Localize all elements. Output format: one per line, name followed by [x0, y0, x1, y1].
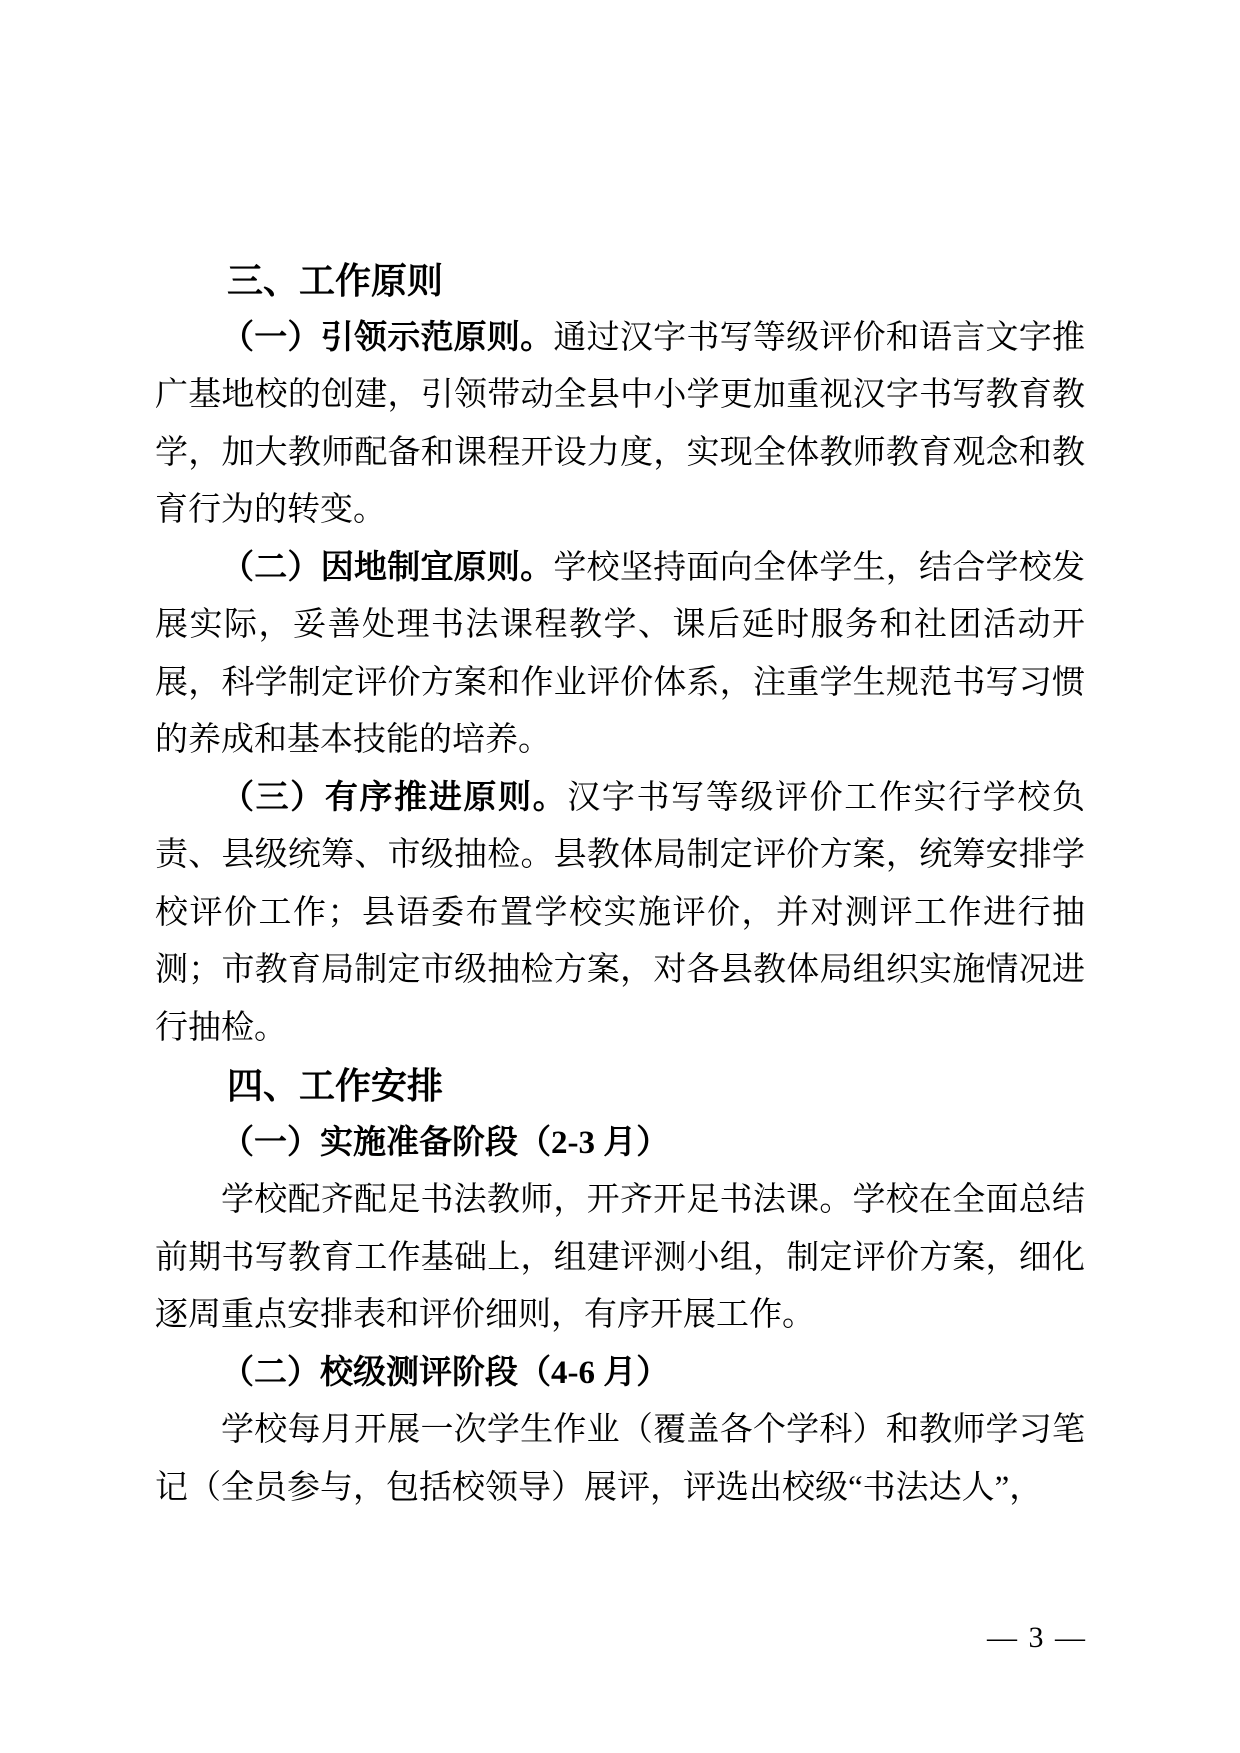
para-leading-demonstration-lead: （一）引领示范原则。: [221, 319, 554, 356]
para-preparation-stage: 学校配齐配足书法教师，开齐开足书法课。学校在全面总结前期书写教育工作基础上，组建评测小组，制定评价方案，细化逐周重点安排表和评价细则，有序开展工作。: [155, 1182, 1085, 1333]
para-leading-demonstration: [155, 310, 1085, 540]
para-local-conditions: [155, 540, 1085, 770]
para-orderly-advance-lead: （三）有序推进原则。: [221, 779, 568, 816]
para-school-evaluation-stage: 学校每月开展一次学生作业（覆盖各个学科）和教师学习笔记（全员参与，包括校领导）展评，评选出校级“书法达人”，: [155, 1412, 1085, 1506]
para-local-conditions-body: 学校坚持面向全体学生，结合学校发展实际，妥善处理书法课程教学、课后延时服务和社团活动开展，科学制定评价方案和作业评价体系，注重学生规范书写习惯的养成和基本技能的培养。: [155, 549, 1086, 758]
para-local-conditions-lead: （二）因地制宜原则。: [221, 549, 554, 586]
document-body: [155, 252, 1085, 1517]
para-orderly-advance-body: 汉字书写等级评价工作实行学校负责、县级统筹、市级抽检。县教体局制定评价方案，统筹安排学校评价工作；县语委布置学校实施评价，并对测评工作进行抽测；市教育局制定市级抽检方案，对各县教体局组织实施情况进行抽检。: [155, 779, 1085, 1046]
heading-work-principles: 三、工作原则: [227, 260, 444, 301]
para-orderly-advance: [155, 770, 1085, 1058]
para-leading-demonstration-body: 通过汉字书写等级评价和语言文字推广基地校的创建，引领带动全县中小学更加重视汉字书写教育教学，加大教师配备和课程开设力度，实现全体教师教育观念和教育行为的转变。: [155, 319, 1086, 528]
heading-work-arrangement: 四、工作安排: [227, 1065, 444, 1106]
stage-heading-preparation: （一）实施准备阶段（2-3 月）: [221, 1124, 670, 1161]
stage-heading-school-evaluation: （二）校级测评阶段（4-6 月）: [221, 1354, 670, 1391]
page-number: — 3 —: [987, 1621, 1087, 1654]
